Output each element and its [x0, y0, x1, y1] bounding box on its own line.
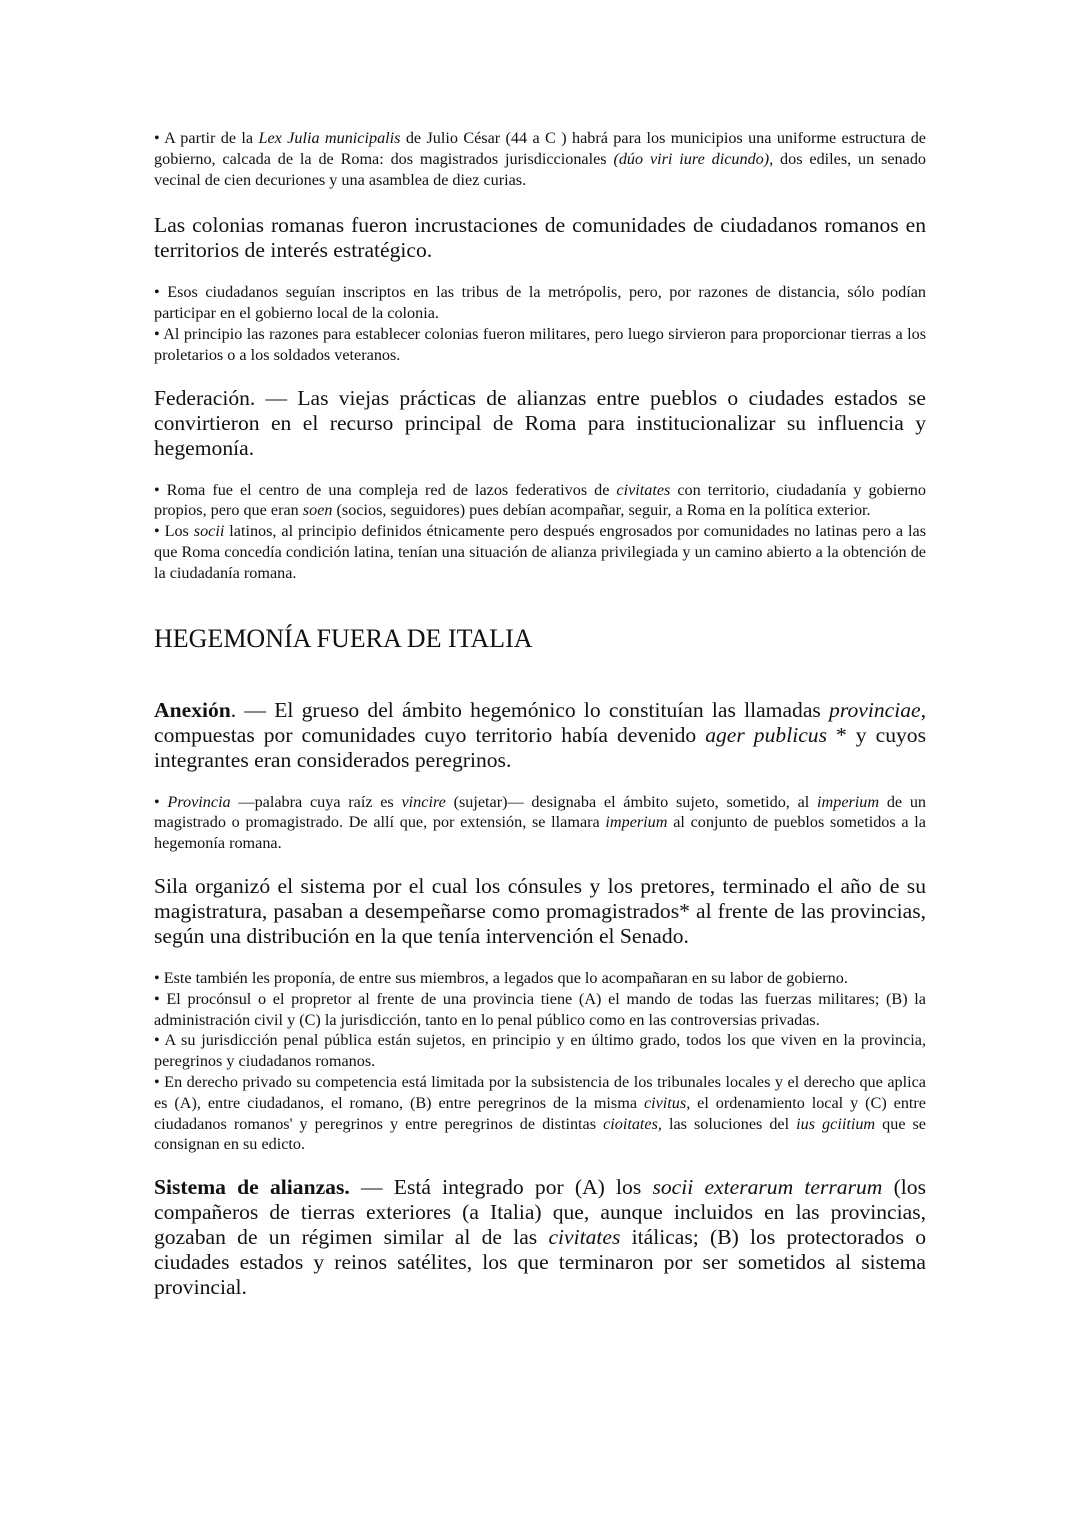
paragraph-sila: Sila organizó el sistema por el cual los cónsules y los pretores, terminado el año de su magistratura, pasaban a desempeñarse como promagistrados* al frente de las provincias, según una distribución en la que tenía intervención el Senado.	[154, 873, 926, 948]
bullet-item: • El procónsul o el propretor al frente de una provincia tiene (A) el mando de todas las fuerzas militares; (B) la administración civil y (C) la jurisdicción, tanto en lo penal público como en las controversias privadas.	[154, 989, 926, 1029]
document-page	[154, 128, 926, 1300]
bullet-provincia: • Provincia —palabra cuya raíz es vincire (sujetar)— designaba el ámbito sujeto, sometido, al imperium de un magistrado o promagistrado. De allí que, por extensión, se llamara imperium al conjunto de pueblos sometidos a la hegemonía romana.	[154, 792, 927, 853]
paragraph-anexion: Anexión. — El grueso del ámbito hegemónico lo constituían las llamadas provinciae, compuestas por comunidades cuyo territorio había devenido ager publicus * y cuyos integrantes eran considerados peregrinos.	[154, 697, 926, 772]
section-heading: HEGEMONÍA FUERA DE ITALIA	[154, 623, 533, 653]
bullet-lex-julia: • A partir de la Lex Julia municipalis de Julio César (44 a C ) habrá para los municipios una uniforme estructura de gobierno, calcada de la de Roma: dos magistrados jurisdiccionales (dúo viri iure dicundo), dos ediles, un senado vecinal de cien decuriones y una asamblea de diez curias.	[154, 129, 927, 189]
paragraph-sistema-alianzas: Sistema de alianzas. — Está integrado por (A) los socii exterarum terrarum (los compañeros de tierras exteriores (a Italia) que, aunque incluidos en las provincias, gozaban de un régimen similar al de las civitates itálicas; (B) los protectorados o ciudades estados y reinos satélites, los que terminaron por ser sometidos al sistema provincial.	[154, 1175, 926, 1300]
paragraph-colonias: Las colonias romanas fueron incrustaciones de comunidades de ciudadanos romanos en territorios de interés estratégico.	[154, 213, 926, 263]
bullet-item: • Al principio las razones para establecer colonias fueron militares, pero luego sirvieron para proporcionar tierras a los proletarios o a los soldados veteranos.	[154, 324, 926, 364]
bullet-item: • Los socii latinos, al principio definidos étnicamente pero después engrosados por comunidades no latinas pero a las que Roma concedía condición latina, tenían una situación de alianza privilegiada y un camino abierto a la obtención de la ciudadanía romana.	[154, 522, 926, 582]
bullet-item: • Roma fue el centro de una compleja red de lazos federativos de civitates con territorio, ciudadanía y gobierno propios, pero que eran soen (socios, seguidores) pues debían acompañar, seguir, a Roma en la política exterior.	[154, 480, 926, 520]
bullet-list-federacion	[154, 480, 926, 584]
bullet-item: • A su jurisdicción penal pública están sujetos, en principio y en último grado, todos los que viven en la provincia, peregrinos y ciudadanos romanos.	[154, 1031, 926, 1071]
bullet-item: • Esos ciudadanos seguían inscriptos en las tribus de la metrópolis, pero, por razones de distancia, sólo podían participar en el gobierno local de la colonia.	[154, 283, 926, 323]
paragraph-federacion: Federación. — Las viejas prácticas de alianzas entre pueblos o ciudades estados se convirtieron en el recurso principal de Roma para institucionalizar su influencia y hegemonía.	[154, 385, 926, 460]
bullet-item: • Este también les proponía, de entre sus miembros, a legados que lo acompañaran en su labor de gobierno.	[154, 968, 848, 987]
bullet-item: • En derecho privado su competencia está limitada por la subsistencia de los tribunales locales y el derecho que aplica es (A), entre ciudadanos, el romano, (B) entre peregrinos de la misma civitus, el ordenamiento local y (C) entre ciudadanos romanos' y peregrinos y entre peregrinos de distintas cioitates, las soluciones del ius gciitium que se consignan en su edicto.	[154, 1072, 926, 1154]
bullet-list-promagistrados	[154, 968, 926, 1155]
bullet-list-colonias	[154, 282, 926, 365]
